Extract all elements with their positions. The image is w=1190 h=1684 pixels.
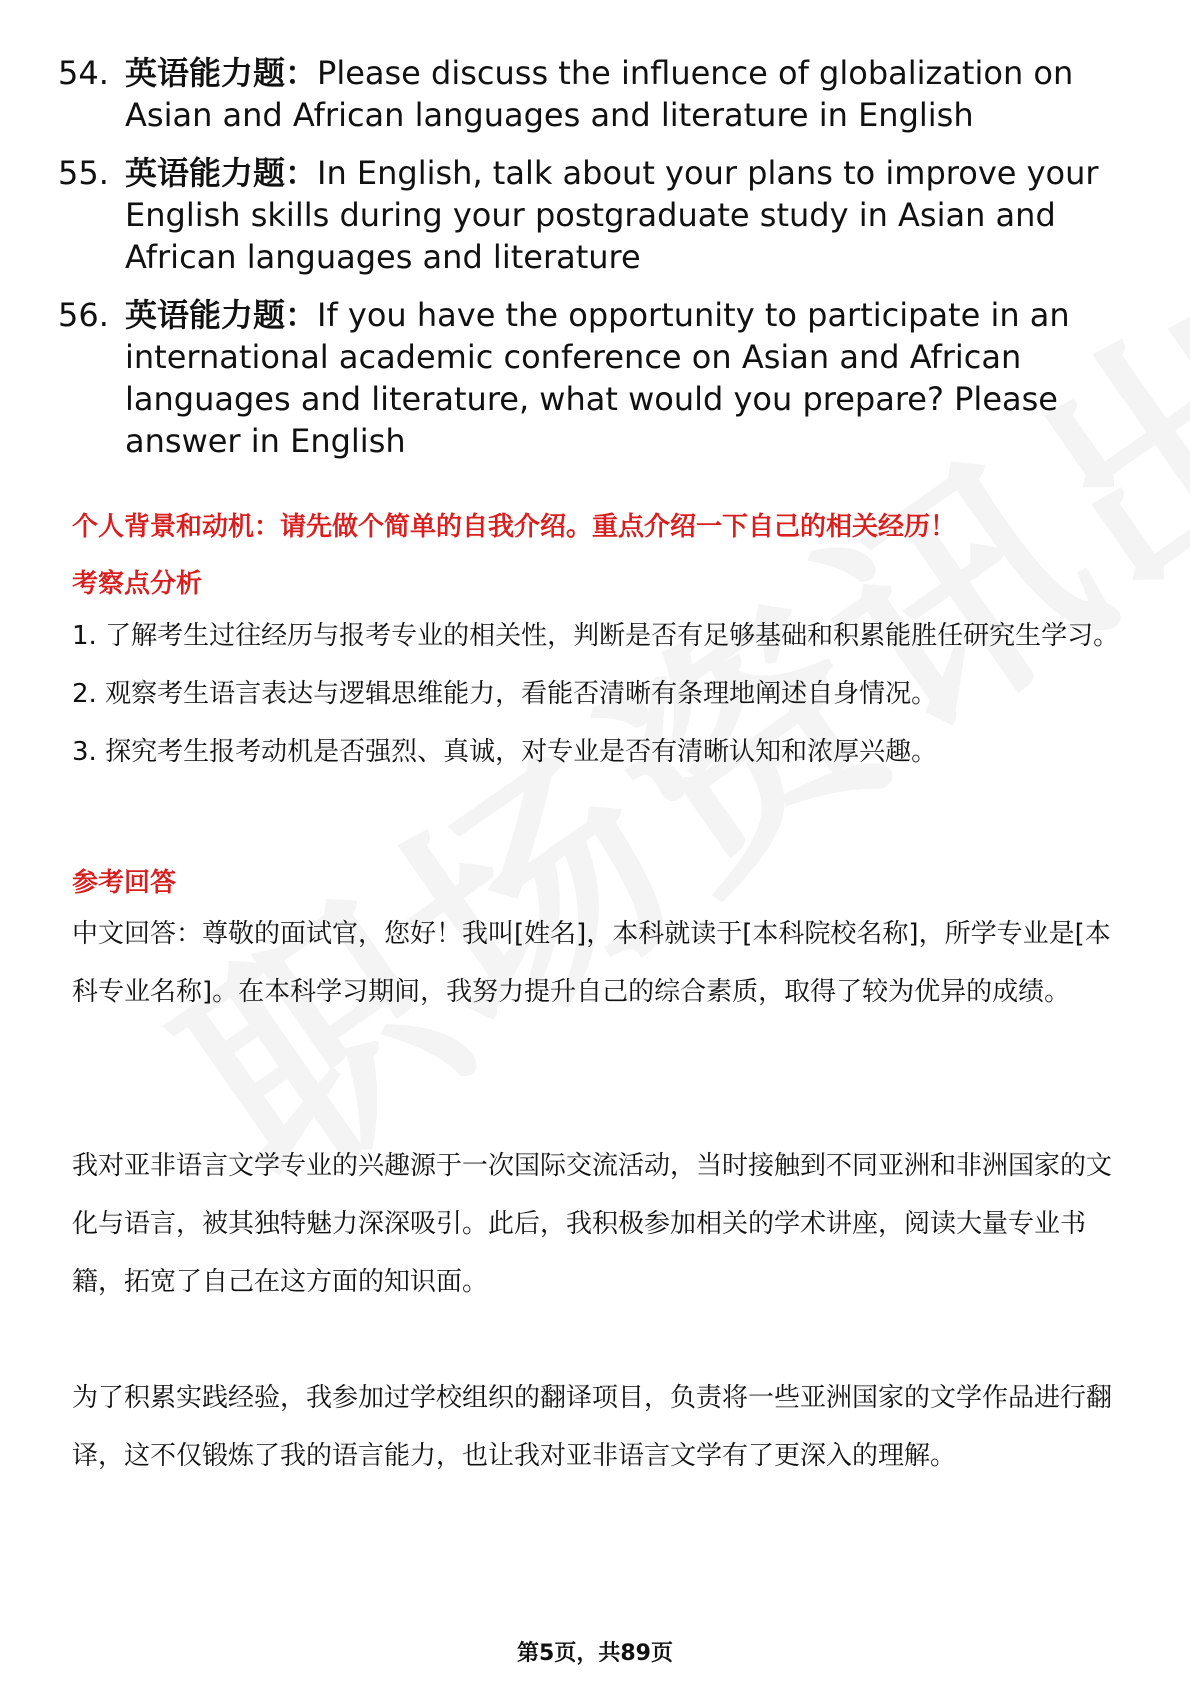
- analysis-point: 3. 探究考生报考动机是否强烈、真诚，对专业是否有清晰认知和浓厚兴趣。: [72, 737, 938, 767]
- question-number: 54.: [58, 54, 109, 92]
- question-tag: 英语能力题：: [125, 154, 318, 192]
- question-number: 56.: [58, 296, 109, 334]
- analysis-heading: 考察点分析: [72, 569, 203, 599]
- answer-paragraph-2: [72, 1137, 1122, 1311]
- question-tag: 英语能力题：: [125, 54, 318, 92]
- answer-heading: 参考回答: [72, 868, 177, 898]
- question-number: 55.: [58, 154, 109, 192]
- answer-paragraph-3: [72, 1369, 1122, 1485]
- question-list: [58, 52, 1138, 478]
- question-text: Please discuss the influence of globalization on Asian and African languages and literature in English: [125, 54, 1074, 134]
- answer-paragraph-1: [72, 905, 1122, 1021]
- question-item: [58, 152, 1138, 278]
- question-text: If you have the opportunity to participate in an international academic conference on Asian and African languages and literature, what would you prepare? Please answer in English: [125, 296, 1070, 460]
- answer-paragraph: 为了积累实践经验，我参加过学校组织的翻译项目，负责将一些亚洲国家的文学作品进行翻译，这不仅锻炼了我的语言能力，也让我对亚非语言文学有了更深入的理解。: [72, 1383, 1113, 1471]
- question-text: In English, talk about your plans to improve your English skills during your postgraduate study in Asian and African languages and literature: [125, 154, 1099, 276]
- answer-paragraph: 中文回答：尊敬的面试官，您好！我叫[姓名]，本科就读于[本科院校名称]，所学专业是[本科专业名称]。在本科学习期间，我努力提升自己的综合素质，取得了较为优异的成绩。: [72, 919, 1111, 1007]
- analysis-point: 1. 了解考生过往经历与报考专业的相关性，判断是否有足够基础和积累能胜任研究生学习。: [72, 621, 1120, 651]
- answer-paragraph: 我对亚非语言文学专业的兴趣源于一次国际交流活动，当时接触到不同亚洲和非洲国家的文化与语言，被其独特魅力深深吸引。此后，我积极参加相关的学术讲座，阅读大量专业书籍，拓宽了自己在这方面的知识面。: [72, 1151, 1113, 1297]
- answer-heading-block: [72, 862, 1122, 899]
- analysis-points: [72, 607, 1122, 781]
- section-title: 个人背景和动机：请先做个简单的自我介绍。重点介绍一下自己的相关经历！: [72, 512, 957, 542]
- page-footer: 第5页，共89页: [517, 1641, 673, 1666]
- question-item: [58, 294, 1138, 462]
- section-title-block: [72, 506, 1122, 543]
- analysis-block: [72, 563, 1122, 600]
- question-tag: 英语能力题：: [125, 296, 318, 334]
- question-item: [58, 52, 1138, 136]
- analysis-point: 2. 观察考生语言表达与逻辑思维能力，看能否清晰有条理地阐述自身情况。: [72, 679, 938, 709]
